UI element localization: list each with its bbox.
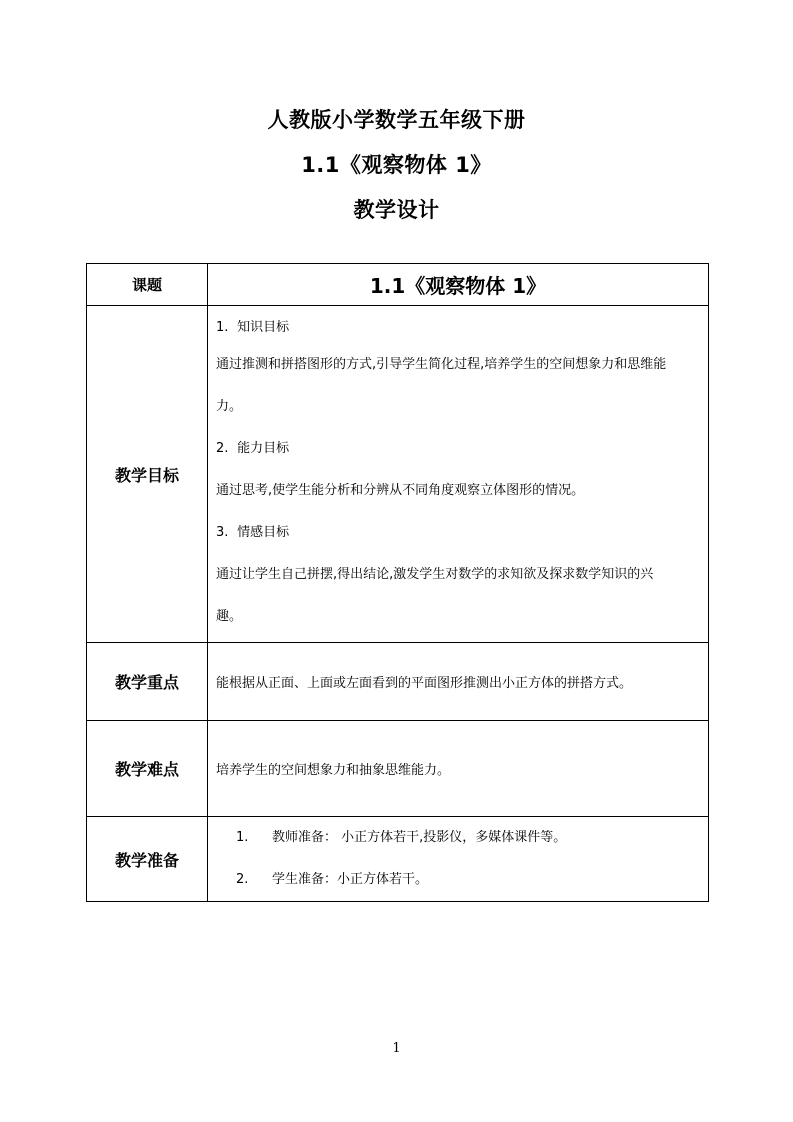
goal-heading-text: 能力目标 bbox=[237, 441, 290, 456]
goal-text-line: 趣。 bbox=[216, 609, 243, 624]
preparation-item bbox=[236, 859, 700, 901]
table-row-topic bbox=[87, 264, 709, 306]
lesson-plan-table bbox=[86, 263, 709, 902]
goal-heading bbox=[216, 314, 700, 342]
goal-heading bbox=[216, 428, 700, 470]
goal-number: 2. bbox=[216, 441, 229, 456]
preparation-number: 1. bbox=[236, 830, 249, 845]
key-points-value: 能根据从正面、上面或左面看到的平面图形推测出小正方体的拼搭方式。 bbox=[208, 643, 709, 721]
lesson-title: 1.1《观察物体 1》 bbox=[301, 153, 492, 177]
goal-heading bbox=[216, 512, 700, 554]
preparation-item bbox=[236, 817, 700, 859]
goal-number: 1. bbox=[216, 320, 229, 335]
table-row-difficulties bbox=[87, 721, 709, 817]
goals-label: 教学目标 bbox=[87, 306, 208, 643]
preparation-number: 2. bbox=[236, 872, 249, 887]
topic-value: 1.1《观察物体 1》 bbox=[208, 264, 709, 306]
difficulties-label: 教学难点 bbox=[87, 721, 208, 817]
topic-label: 课题 bbox=[87, 264, 208, 306]
goal-heading-text: 知识目标 bbox=[237, 320, 290, 335]
goal-text-line: 通过思考,使学生能分析和分辨从不同角度观察立体图形的情况。 bbox=[216, 483, 585, 498]
table-row-key-points bbox=[87, 643, 709, 721]
goal-text-line: 力。 bbox=[216, 399, 243, 414]
page-number: 1 bbox=[392, 1041, 401, 1056]
table-row-goals bbox=[87, 306, 709, 643]
goal-number: 3. bbox=[216, 525, 229, 540]
table-row-preparation bbox=[87, 817, 709, 902]
preparation-text: 学生准备：小正方体若干。 bbox=[272, 872, 429, 887]
document-type-title: 教学设计 bbox=[353, 198, 440, 222]
preparation-label: 教学准备 bbox=[87, 817, 208, 902]
goal-text-line: 通过推测和拼搭图形的方式,引导学生简化过程,培养学生的空间想象力和思维能 bbox=[216, 357, 667, 372]
textbook-title: 人教版小学数学五年级下册 bbox=[267, 108, 526, 132]
goal-heading-text: 情感目标 bbox=[237, 525, 290, 540]
preparation-content bbox=[208, 817, 709, 902]
key-points-label: 教学重点 bbox=[87, 643, 208, 721]
document-title-block bbox=[0, 98, 793, 233]
preparation-text: 教师准备： 小正方体若干,投影仪，多媒体课件等。 bbox=[272, 830, 567, 845]
difficulties-value: 培养学生的空间想象力和抽象思维能力。 bbox=[208, 721, 709, 817]
goal-text-line: 通过让学生自己拼摆,得出结论,激发学生对数学的求知欲及探求数学知识的兴 bbox=[216, 567, 654, 582]
goals-content bbox=[208, 306, 709, 643]
